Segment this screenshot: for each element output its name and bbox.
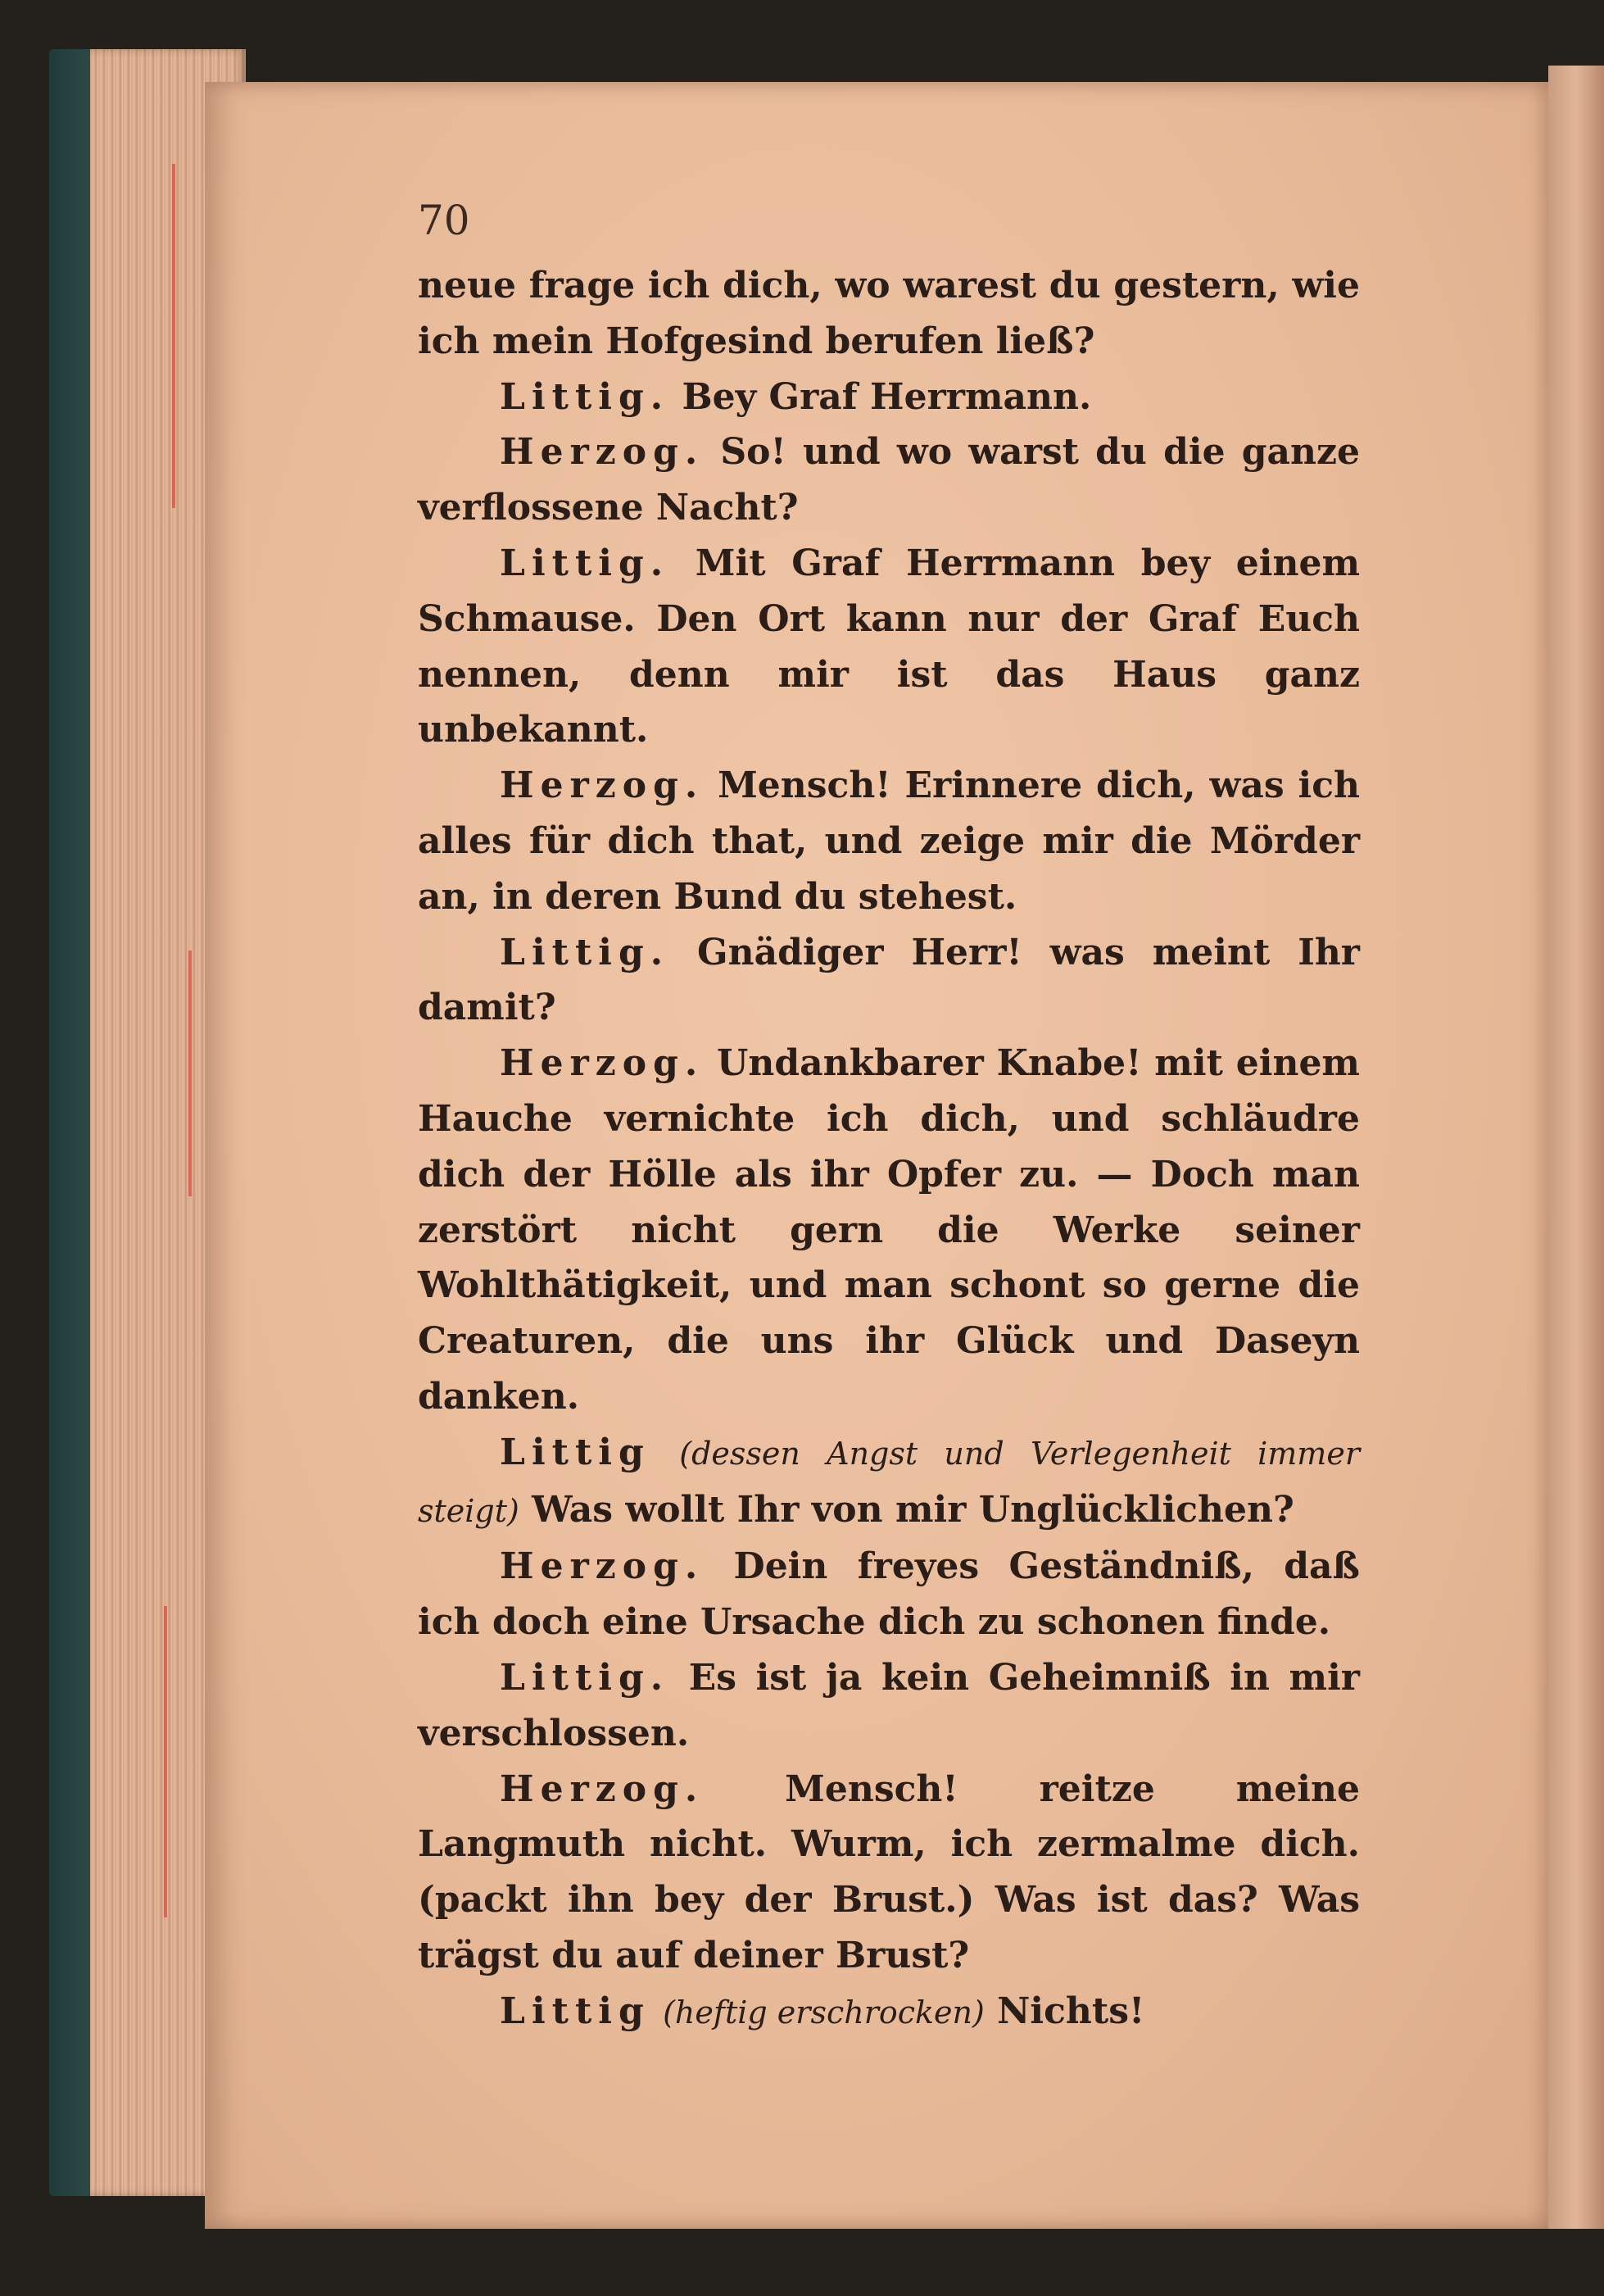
speech-text: Gnädiger Herr! was meint Ihr damit? [418,931,1360,1029]
speech [418,1036,1360,1425]
speech-text: Mensch! Erinnere dich, was ich alles für dich that, und zeige mir die Mörder an, in deren Bund du stehest. [418,765,1360,918]
speaker-name: Littig. [500,375,670,418]
speech-text: Nichts! [997,1990,1145,2032]
red-edge-mark [188,951,192,1196]
stage-direction: (heftig erschrocken) [663,1994,985,2031]
speaker-name: Herzog. [500,765,705,807]
speech [418,925,1360,1037]
speech [418,536,1360,758]
speech [418,370,1360,425]
red-edge-mark [164,1606,167,1917]
facing-page-edge [1548,66,1604,2229]
speech-text: Mit Graf Herrmann bey einem Schmause. Den Ort kann nur der Graf Euch nennen, denn mir ist das Haus ganz unbekannt. [418,542,1360,751]
red-edge-mark [172,164,175,508]
speech [418,1762,1360,1984]
page-number: 70 [418,197,470,244]
speech [418,1539,1360,1650]
speech [418,758,1360,924]
stage-direction: (dessen Angst und Verlegenheit immer steigt) [418,1435,1360,1529]
speaker-name: Herzog. [500,1767,705,1810]
speaker-name: Littig [500,1431,650,1473]
speech-text: Es ist ja kein Geheimniß in mir verschlossen. [418,1656,1360,1754]
speech-text: So! und wo warst du die ganze verflossene Nacht? [418,431,1360,529]
speech-text: Undankbarer Knabe! mit einem Hauche vernichte ich dich, und schläudre dich der Hölle als ihr Opfer zu. — Doch man zerstört nicht gern die Werke seiner Wohlthätigkeit, und man schont so gerne die Creaturen, die uns ihr Glück und Daseyn danken. [418,1042,1360,1418]
speech [418,1425,1360,1540]
speech [418,424,1360,536]
speech-text: Was wollt Ihr von mir Unglücklichen? [532,1488,1294,1531]
speaker-name: Littig. [500,542,670,584]
speaker-name: Littig [500,1990,650,2032]
speech [418,1984,1360,2041]
paragraph-text: neue frage ich dich, wo warest du gestern, wie ich mein Hofgesind berufen ließ? [418,265,1360,362]
speech [418,1650,1360,1762]
speech-text: Dein freyes Geständniß, daß ich doch eine Ursache dich zu schonen finde. [418,1545,1360,1644]
speaker-name: Herzog. [500,431,705,474]
speaker-name: Littig. [500,1656,670,1699]
speaker-name: Littig. [500,931,670,973]
page-text [418,258,1360,2041]
speaker-name: Herzog. [500,1042,705,1085]
paragraph [418,258,1360,370]
speech-text: Mensch! reitze meine Langmuth nicht. Wurm, ich zermalme dich. (packt ihn bey der Brust.) Was ist das? Was trägst du auf deiner Brust? [418,1767,1361,1976]
speech-text: Bey Graf Herrmann. [682,375,1092,418]
speaker-name: Herzog. [500,1545,705,1588]
